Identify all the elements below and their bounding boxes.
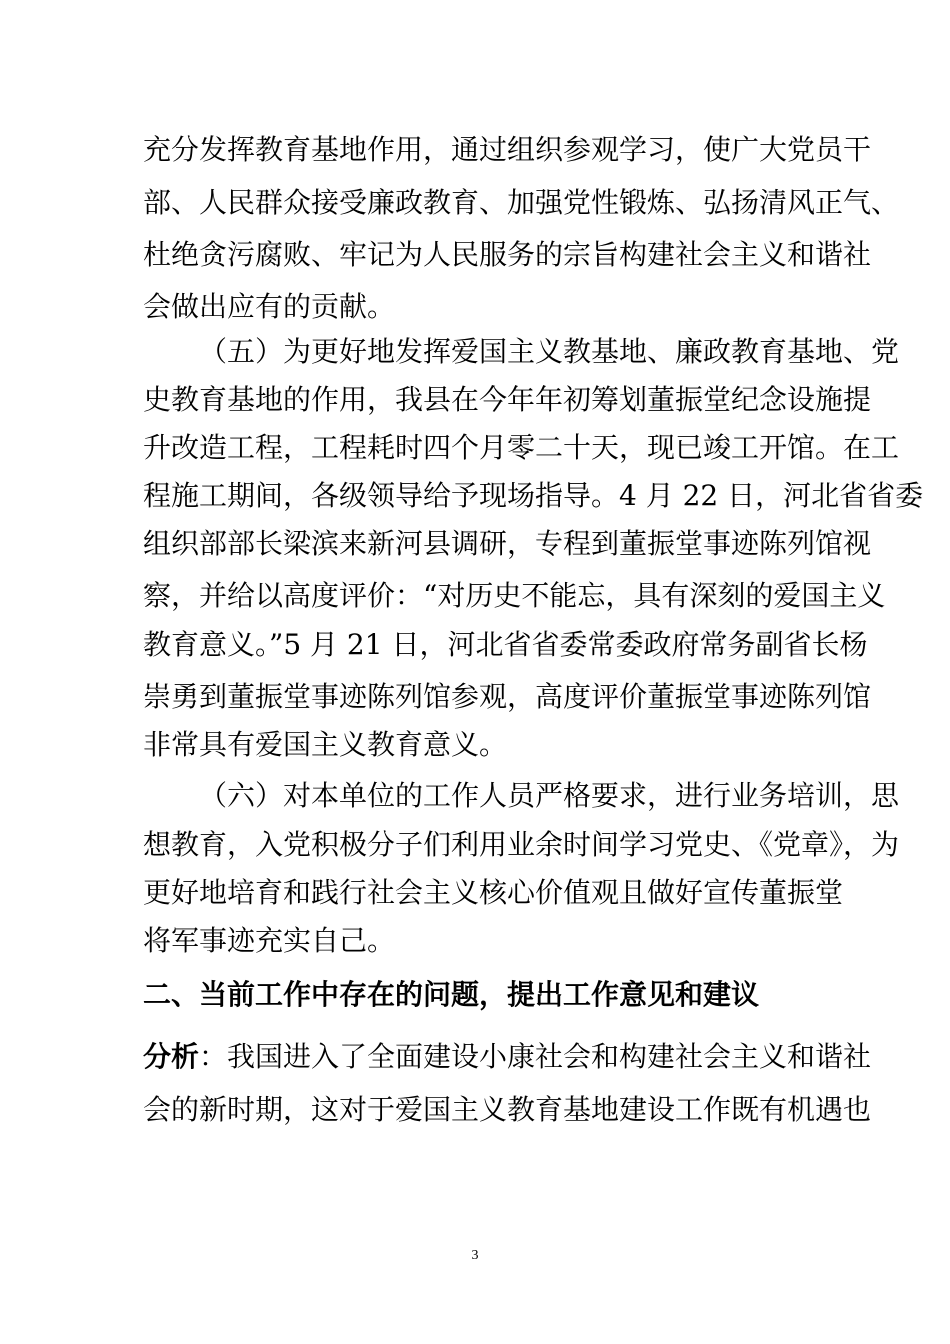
paragraph-line: 非常具有爱国主义教育意义。 bbox=[143, 728, 508, 761]
paragraph-line: 史教育基地的作用，我县在今年年初筹划董振堂纪念设施提 bbox=[143, 383, 872, 416]
paragraph-line: 杜绝贪污腐败、牢记为人民服务的宗旨构建社会主义和谐社 bbox=[143, 238, 872, 271]
paragraph-line: 察，并给以高度评价：“对历史不能忘，具有深刻的爱国主义 bbox=[143, 579, 886, 612]
paragraph-line: 组织部部长梁滨来新河县调研，专程到董振堂事迹陈列馆视 bbox=[143, 527, 872, 560]
paragraph-line: 想教育，入党积极分子们利用业余时间学习党史、《党章》，为 bbox=[143, 828, 900, 861]
paragraph-line: 更好地培育和践行社会主义核心价值观且做好宣传董振堂 bbox=[143, 876, 844, 909]
paragraph-line: 充分发挥教育基地作用，通过组织参观学习，使广大党员干 bbox=[143, 133, 872, 166]
section-heading: 二、当前工作中存在的问题，提出工作意见和建议 bbox=[143, 978, 760, 1011]
paragraph-line: 部、人民群众接受廉政教育、加强党性锻炼、弘扬清风正气、 bbox=[143, 186, 900, 219]
analysis-line: 会的新时期，这对于爱国主义教育基地建设工作既有机遇也 bbox=[143, 1093, 872, 1126]
analysis-line bbox=[143, 1040, 871, 1074]
paragraph-line: （五）为更好地发挥爱国主义教基地、廉政教育基地、党 bbox=[199, 335, 900, 368]
paragraph-line: （六）对本单位的工作人员严格要求，进行业务培训，思 bbox=[199, 779, 900, 812]
analysis-text: ：我国进入了全面建设小康社会和构建社会主义和谐社 bbox=[199, 1040, 872, 1073]
paragraph-line: 升改造工程，工程耗时四个月零二十天，现已竣工开馆。在工 bbox=[143, 431, 900, 464]
paragraph-line: 崇勇到董振堂事迹陈列馆参观，高度评价董振堂事迹陈列馆 bbox=[143, 680, 872, 713]
paragraph-line: 程施工期间，各级领导给予现场指导。4 月 22 日，河北省省委 bbox=[143, 479, 924, 512]
analysis-label: 分析 bbox=[143, 1040, 200, 1073]
paragraph-line: 将军事迹充实自己。 bbox=[143, 924, 396, 957]
paragraph-line: 会做出应有的贡献。 bbox=[143, 290, 396, 323]
paragraph-line: 教育意义。”5 月 21 日，河北省省委常委政府常务副省长杨 bbox=[143, 628, 868, 661]
page-number: 3 bbox=[471, 1248, 479, 1263]
